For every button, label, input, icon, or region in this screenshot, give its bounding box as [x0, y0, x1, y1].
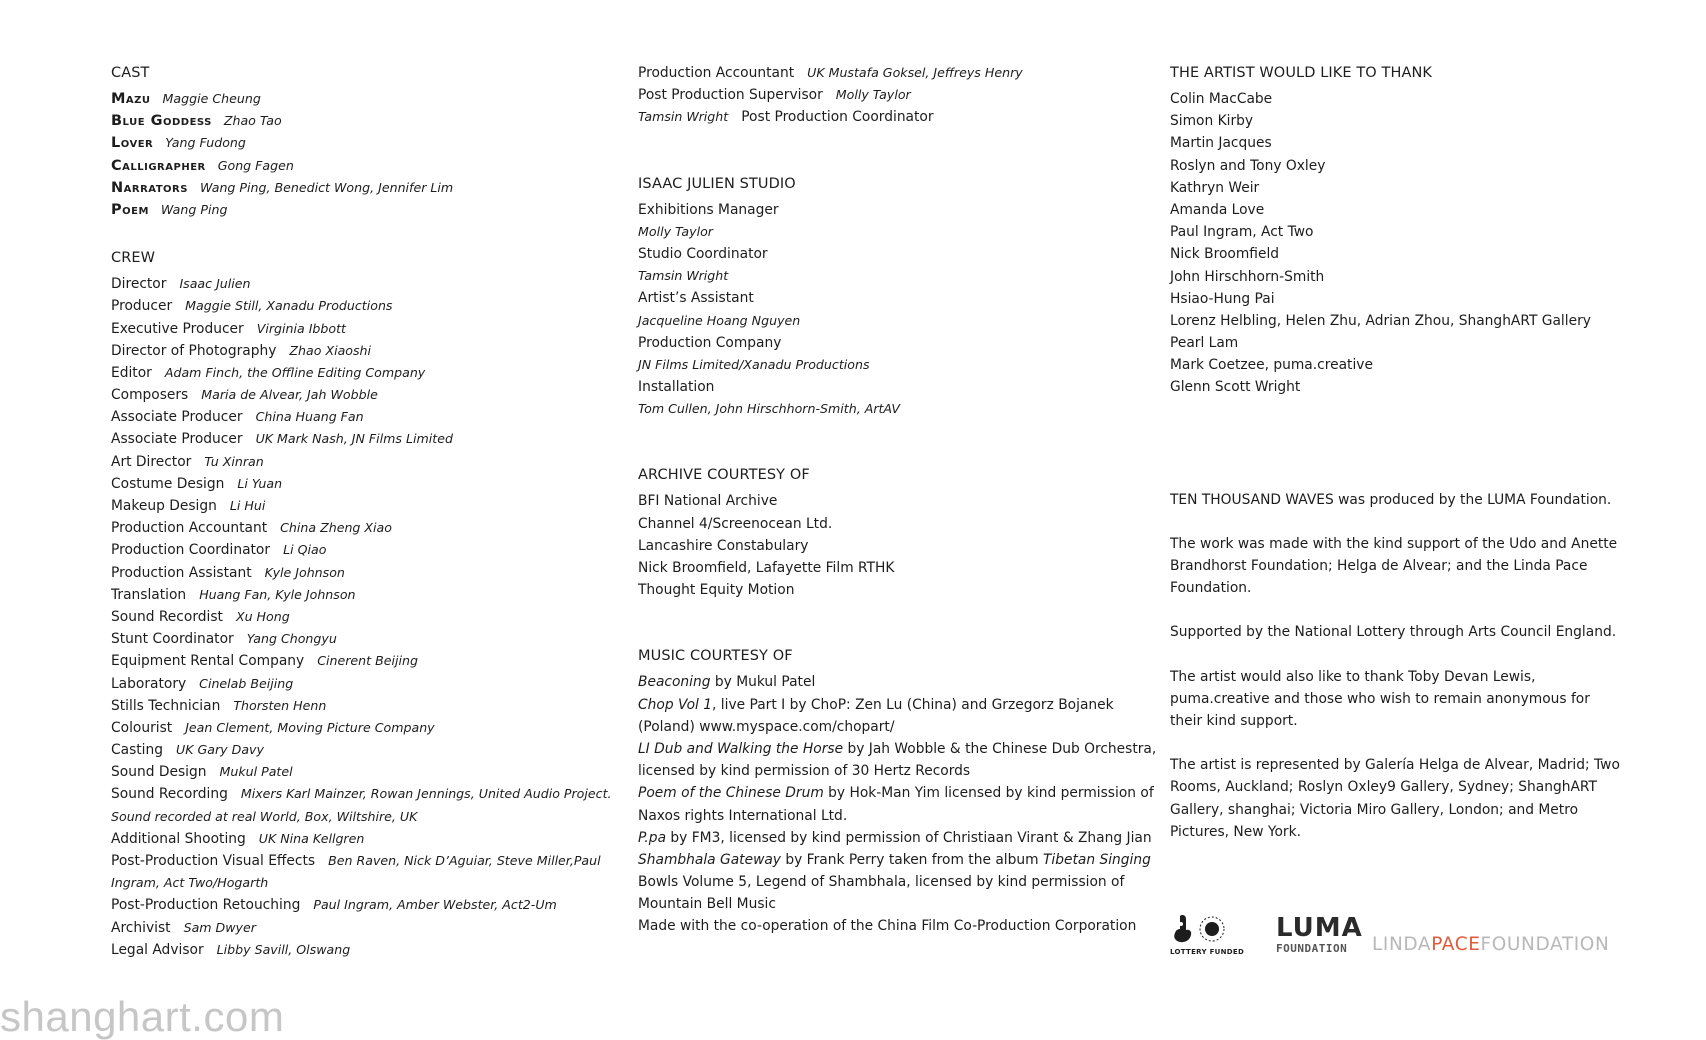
music-credit: by Jah Wobble & the Chinese Dub Orchestra, — [843, 740, 1157, 757]
music-title: Chop Vol 1 — [638, 696, 713, 713]
crew-role: Composers — [111, 387, 189, 404]
cast-item — [111, 177, 611, 199]
crew-item — [111, 273, 611, 295]
music-title: LI Dub and Walking the Horse — [638, 740, 844, 757]
luma-foundation-logo — [1276, 913, 1363, 958]
crew-role: Producer — [111, 298, 173, 315]
crew-item — [111, 517, 611, 539]
crew-role: Stills Technician — [111, 697, 221, 714]
crew-item — [111, 318, 611, 340]
note-support: The work was made with the kind support of the Udo and Anette Brandhorst Foundation; Helga de Alvear; and the Linda Pace Foundation. — [1170, 535, 1618, 597]
cast-item — [111, 88, 611, 110]
music-line: Bowls Volume 5, Legend of Shambhala, licensed by kind permission of — [638, 874, 1125, 891]
cast-role: Mazu — [111, 91, 151, 107]
thanks-name: John Hirschhorn-Smith — [1170, 268, 1325, 285]
crew-name: UK Mark Nash, JN Films Limited — [255, 431, 453, 447]
crew-name: UK Nina Kellgren — [258, 830, 365, 846]
crew-role: Equipment Rental Company — [111, 653, 305, 670]
note-lottery: Supported by the National Lottery through Arts Council England. — [1170, 624, 1617, 641]
crew-item — [111, 783, 611, 805]
thanks-name: Martin Jacques — [1170, 135, 1272, 152]
crew-name: Sam Dwyer — [183, 919, 256, 935]
archive-item: Nick Broomfield, Lafayette Film RTHK — [638, 560, 895, 576]
crew-name: Li Hui — [229, 498, 266, 513]
crew-item — [111, 495, 611, 517]
music-line — [638, 671, 1138, 693]
archive-item: Lancashire Constabulary — [638, 537, 809, 554]
crew-role: Costume Design — [111, 475, 225, 492]
archive-list — [638, 490, 1138, 601]
studio-role: Studio Coordinator — [638, 245, 768, 262]
music-credit: , live Part I by ChoP: Zen Lu (China) and Grzegorz Bojanek — [712, 696, 1114, 713]
crew-name: Li Yuan — [237, 475, 283, 491]
studio-name: Tamsin Wright — [638, 268, 729, 284]
crew-item — [111, 606, 611, 628]
crew-name: Kyle Johnson — [264, 564, 345, 580]
music-line — [638, 827, 1152, 849]
crew-name: Virginia Ibbott — [256, 320, 346, 336]
crew-item — [111, 673, 611, 695]
crew-name: China Zheng Xiao — [280, 520, 392, 536]
post-name: UK Mustafa Goksel, Jeffreys Henry — [807, 65, 1023, 80]
crew-item — [111, 584, 611, 606]
post-role: Post Production Supervisor — [638, 87, 823, 104]
crew-name: Libby Savill, Olswang — [216, 941, 351, 957]
thanks-name: Amanda Love — [1170, 201, 1265, 218]
crew-role: Associate Producer — [111, 431, 243, 448]
crew-role: Post-Production Retouching — [111, 897, 301, 914]
linda-text: LINDA — [1372, 934, 1432, 955]
music-title: P.pa — [638, 829, 667, 846]
crew-name: Mixers Karl Mainzer, Rowan Jennings, United Audio Project. — [240, 786, 612, 802]
crew-role: Director of Photography — [111, 342, 277, 359]
music-title: Beaconing — [638, 674, 711, 691]
sponsor-logos — [1170, 912, 1630, 958]
crew-role: Production Accountant — [111, 520, 268, 537]
crew-role: Sound Design — [111, 764, 207, 781]
thanks-name: Roslyn and Tony Oxley — [1170, 157, 1326, 174]
crew-role: Laboratory — [111, 675, 187, 692]
music-heading: MUSIC COURTESY OF — [638, 648, 793, 665]
post-role: Post Production Coordinator — [741, 109, 934, 126]
crew-item-note — [111, 806, 611, 828]
crew-item — [111, 828, 611, 850]
archive-item: Channel 4/Screenocean Ltd. — [638, 515, 833, 532]
foundation-text: FOUNDATION — [1480, 934, 1610, 955]
crew-item — [111, 695, 611, 717]
cast-item — [111, 110, 611, 132]
crew-name: Cinerent Beijing — [317, 653, 418, 669]
cast-name: Gong Fagen — [217, 157, 294, 173]
crew-role: Production Assistant — [111, 564, 252, 581]
cast-item — [111, 199, 611, 221]
thanks-list — [1170, 88, 1670, 399]
music-title: Poem of the Chinese Drum — [638, 785, 824, 802]
studio-role: Exhibitions Manager — [638, 201, 779, 218]
crew-name: Ingram, Act Two/Hogarth — [111, 875, 269, 891]
lottery-funded-logo — [1170, 912, 1245, 958]
crew-role: Archivist — [111, 919, 171, 936]
note-produced-by: TEN THOUSAND WAVES was produced by the LUMA Foundation. — [1170, 491, 1612, 508]
music-line: Made with the co-operation of the China Film Co-Production Corporation — [638, 918, 1137, 935]
crew-name: Sound recorded at real World, Box, Wiltshire, UK — [111, 808, 418, 824]
crew-role: Casting — [111, 742, 164, 759]
music-credit: by FM3, licensed by kind permission of Christiaan Virant & Zhang Jian — [666, 829, 1152, 846]
note-thanks: The artist would also like to thank Toby Devan Lewis, puma.creative and those who wish to remain anonymous for their kind support. — [1170, 668, 1590, 730]
crew-list — [111, 273, 611, 961]
cast-name: Yang Fudong — [165, 135, 246, 151]
crew-role: Director — [111, 276, 167, 293]
thanks-name: Colin MacCabe — [1170, 91, 1273, 107]
studio-heading: ISAAC JULIEN STUDIO — [638, 175, 796, 192]
crew-item — [111, 384, 611, 406]
thanks-name: Pearl Lam — [1170, 335, 1239, 352]
studio-role: Artist’s Assistant — [638, 290, 754, 307]
crew-role: Makeup Design — [111, 498, 217, 514]
luma-wordmark: LUMA — [1276, 913, 1363, 943]
crew-item — [111, 473, 611, 495]
crew-role: Translation — [111, 586, 187, 603]
crew-item — [111, 717, 611, 739]
crew-role: Associate Producer — [111, 409, 243, 426]
production-notes — [1170, 489, 1670, 843]
crew-item — [111, 650, 611, 672]
crew-name: China Huang Fan — [255, 409, 364, 425]
crew-item — [111, 761, 611, 783]
post-item — [638, 106, 1138, 128]
archive-heading: ARCHIVE COURTESY OF — [638, 467, 810, 484]
cast-role: Lover — [111, 135, 154, 152]
crew-name: UK Gary Davy — [176, 742, 264, 758]
crew-name: Li Qiao — [283, 542, 327, 558]
crew-name: Maggie Still, Xanadu Productions — [185, 298, 393, 314]
crew-name: Adam Finch, the Offline Editing Company — [164, 364, 426, 380]
music-credit: by Mukul Patel — [710, 674, 816, 691]
crew-name: Huang Fan, Kyle Johnson — [199, 586, 356, 602]
cast-role: Poem — [111, 201, 149, 218]
column-studio-archive-music — [638, 62, 1157, 938]
column-cast-crew — [111, 62, 611, 961]
post-item — [638, 84, 1138, 106]
crew-name: Thorsten Henn — [233, 697, 327, 713]
crew-role: Executive Producer — [111, 320, 244, 337]
crew-role: Art Director — [111, 453, 192, 470]
cast-name: Maggie Cheung — [162, 91, 261, 106]
cast-role: Narrators — [111, 179, 188, 196]
studio-name: Jacqueline Hoang Nguyen — [638, 312, 801, 328]
archive-item: Thought Equity Motion — [638, 582, 795, 599]
crew-name: Cinelab Beijing — [199, 675, 294, 691]
post-item — [638, 62, 1138, 84]
archive-item: BFI National Archive — [638, 493, 778, 510]
pace-text: PACE — [1431, 934, 1481, 955]
cast-item — [111, 132, 611, 154]
crew-role: Additional Shooting — [111, 830, 246, 847]
crew-name: Yang Chongyu — [246, 631, 337, 647]
music-title: Shambhala Gateway — [638, 851, 781, 868]
studio-list — [638, 199, 1138, 421]
music-list — [638, 671, 1157, 937]
cast-role: Blue Goddess — [111, 113, 212, 130]
crew-item — [111, 939, 611, 961]
thanks-name: Paul Ingram, Act Two — [1170, 224, 1314, 241]
studio-name: JN Films Limited/Xanadu Productions — [638, 356, 870, 372]
crew-item — [111, 539, 611, 561]
crew-name: Isaac Julien — [179, 276, 251, 292]
crew-item — [111, 428, 611, 450]
column-thanks-notes — [1170, 62, 1670, 865]
music-album: Tibetan Singing — [1042, 851, 1151, 868]
luma-foundation-text: FOUNDATION — [1276, 942, 1348, 955]
post-name: Molly Taylor — [835, 87, 911, 103]
crew-item — [111, 451, 611, 473]
crew-role: Legal Advisor — [111, 941, 204, 958]
cast-list — [111, 88, 611, 221]
studio-name: Molly Taylor — [638, 223, 713, 239]
crew-item — [111, 362, 611, 384]
crew-item — [111, 295, 611, 317]
crew-item — [111, 562, 611, 584]
post-role: Production Accountant — [638, 65, 795, 81]
watermark: shanghart.com — [0, 993, 285, 1040]
crew-name: Jean Clement, Moving Picture Company — [185, 719, 435, 735]
music-line: Naxos rights International Ltd. — [638, 807, 848, 824]
thanks-name: Nick Broomfield — [1170, 246, 1280, 263]
music-line — [638, 782, 1154, 804]
music-line — [638, 738, 1157, 760]
crew-item-cont — [111, 872, 611, 894]
cast-name: Wang Ping, Benedict Wong, Jennifer Lim — [199, 179, 454, 195]
music-line: Mountain Bell Music — [638, 896, 776, 913]
thanks-heading: THE ARTIST WOULD LIKE TO THANK — [1170, 65, 1433, 81]
thanks-name: Kathryn Weir — [1170, 179, 1260, 196]
cast-role: Calligrapher — [111, 157, 206, 174]
cast-item — [111, 155, 611, 177]
crew-item — [111, 340, 611, 362]
crew-name: Mukul Patel — [219, 764, 293, 780]
post-production-list — [638, 62, 1138, 129]
crew-name: Paul Ingram, Amber Webster, Act2-Um — [313, 897, 557, 913]
music-line: licensed by kind permission of 30 Hertz Records — [638, 763, 971, 780]
crew-role: Sound Recordist — [111, 608, 223, 625]
crew-role: Colourist — [111, 719, 173, 736]
crew-item — [111, 850, 611, 872]
cast-name: Zhao Tao — [223, 113, 282, 129]
linda-pace-foundation-logo — [1372, 934, 1609, 955]
note-representation: The artist is represented by Galería Helga de Alvear, Madrid; Two Rooms, Auckland; Roslyn Oxley9 Gallery, Sydney; ShanghART Gallery, shanghai; Victoria Miro Gallery, London; and Metro Pictures, New York. — [1170, 757, 1620, 840]
crew-item — [111, 917, 611, 939]
studio-role: Installation — [638, 379, 715, 396]
crew-role: Post-Production Visual Effects — [111, 853, 316, 869]
thanks-name: Mark Coetzee, puma.creative — [1170, 357, 1373, 374]
crew-heading: CREW — [111, 250, 156, 267]
studio-name: Tom Cullen, John Hirschhorn-Smith, ArtAV — [638, 401, 901, 417]
music-line: (Poland) www.myspace.com/chopart/ — [638, 718, 895, 735]
music-credit: by Frank Perry taken from the album — [780, 851, 1043, 868]
crew-item — [111, 628, 611, 650]
crew-name: Tu Xinran — [204, 453, 264, 469]
music-line — [638, 694, 1138, 716]
studio-role: Production Company — [638, 334, 782, 351]
crew-item — [111, 894, 611, 916]
post-name: Tamsin Wright — [638, 109, 729, 125]
lottery-funded-text: LOTTERY FUNDED — [1170, 948, 1245, 956]
crew-role: Stunt Coordinator — [111, 631, 234, 648]
music-credit: by Hok-Man Yim licensed by kind permission of — [823, 785, 1154, 802]
music-line — [638, 849, 1151, 871]
crew-name: Ben Raven, Nick D’Aguiar, Steve Miller,Paul — [328, 853, 601, 868]
crew-item — [111, 739, 611, 761]
crew-role: Sound Recording — [111, 786, 228, 803]
thanks-name: Simon Kirby — [1170, 113, 1254, 130]
crew-name: Xu Hong — [235, 608, 290, 624]
thanks-name: Lorenz Helbling, Helen Zhu, Adrian Zhou, ShanghART Gallery — [1170, 312, 1591, 329]
thanks-name: Hsiao-Hung Pai — [1170, 290, 1275, 307]
cast-name: Wang Ping — [160, 201, 228, 217]
thanks-name: Glenn Scott Wright — [1170, 379, 1301, 396]
crew-role: Production Coordinator — [111, 542, 271, 559]
crew-item — [111, 406, 611, 428]
crew-name: Zhao Xiaoshi — [289, 342, 372, 358]
crew-name: Maria de Alvear, Jah Wobble — [201, 387, 378, 403]
crew-role: Editor — [111, 364, 152, 381]
cast-heading: CAST — [111, 65, 150, 81]
